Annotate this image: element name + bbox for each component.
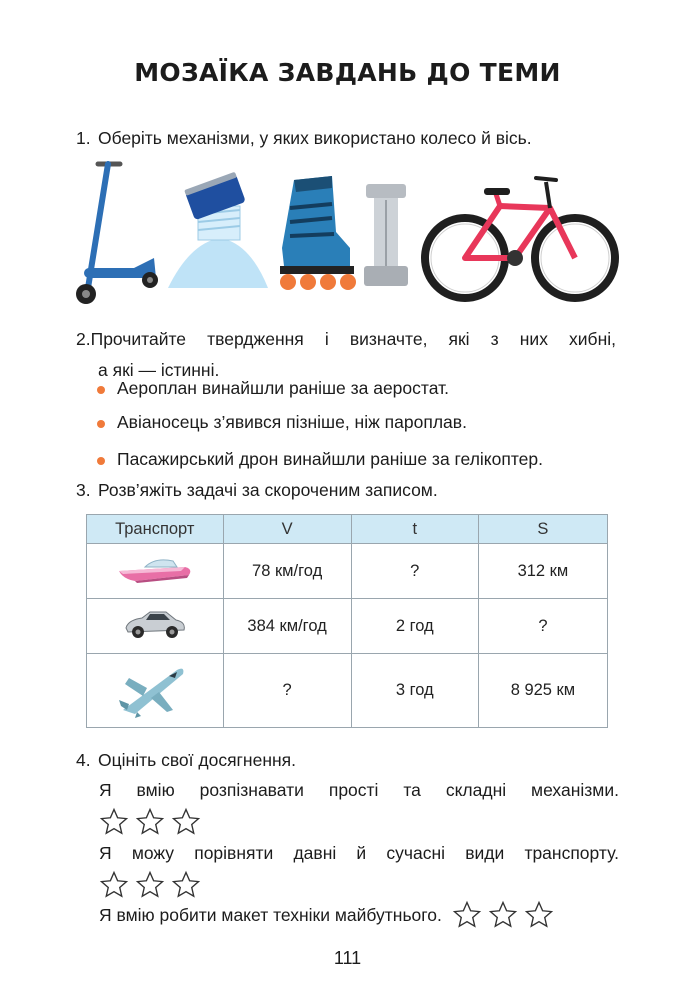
transport-cell xyxy=(87,654,224,728)
star-rating xyxy=(452,900,554,930)
task-number-word: 2.Прочитайте xyxy=(76,329,187,349)
star-icon[interactable] xyxy=(99,807,129,837)
time-cell: ? xyxy=(351,544,478,599)
scooter-icon[interactable] xyxy=(76,164,158,304)
task-text: Оберіть механізми, у яких використано колесо й вісь. xyxy=(98,128,532,148)
assessment-text: Я вмію робити макет техніки майбутнього. xyxy=(99,904,442,925)
bolt-icon[interactable] xyxy=(364,184,408,286)
assessment-text: Я можу порівняти давні й сучасні види транспорту. xyxy=(99,843,619,863)
bullet-dot-icon xyxy=(97,420,105,428)
bicycle-icon[interactable] xyxy=(425,178,615,298)
task-text: Розв’яжіть задачі за скороченим записом. xyxy=(98,480,438,500)
mechanism-images xyxy=(70,158,630,308)
star-icon[interactable] xyxy=(171,807,201,837)
table-row xyxy=(87,544,608,599)
task-word: хибні, xyxy=(569,329,616,349)
star-icon[interactable] xyxy=(488,900,518,930)
task-text-line xyxy=(76,324,616,355)
task-number: 1. xyxy=(76,128,91,148)
star-icon[interactable] xyxy=(135,870,165,900)
task-number: 3. xyxy=(76,480,91,500)
star-rating xyxy=(99,807,619,837)
table-header-row xyxy=(87,515,608,544)
roller-skate-icon[interactable] xyxy=(280,176,356,290)
star-icon[interactable] xyxy=(524,900,554,930)
distance-cell: ? xyxy=(478,599,607,654)
jet-icon xyxy=(115,658,195,718)
star-icon[interactable] xyxy=(452,900,482,930)
task-text: Оцініть свої досягнення. xyxy=(98,750,296,770)
assessment-line xyxy=(99,900,619,930)
statement-text: Пасажирський дрон винайшли раніше за гелікоптер. xyxy=(117,449,544,469)
star-icon[interactable] xyxy=(135,807,165,837)
page-number: 111 xyxy=(333,948,362,968)
distance-cell: 8 925 км xyxy=(478,654,607,728)
page-title: МОЗАЇКА ЗАВДАНЬ ДО ТЕМИ xyxy=(134,58,561,87)
speed-cell: ? xyxy=(223,654,351,728)
transport-table xyxy=(86,514,608,728)
self-assessment-2 xyxy=(99,843,619,900)
assessment-text: Я вмію розпізнавати прості та складні механізми. xyxy=(99,780,619,800)
statement-text: Авіаносець з’явився пізніше, ніж пароплав. xyxy=(117,412,467,432)
task-word: них xyxy=(519,329,548,349)
task-number: 4. xyxy=(76,750,91,770)
transport-cell xyxy=(87,544,224,599)
boat-icon xyxy=(115,551,195,587)
time-cell: 3 год xyxy=(351,654,478,728)
star-rating xyxy=(99,870,619,900)
task-3 xyxy=(76,480,438,501)
table-header: t xyxy=(351,515,478,544)
task-text-line: а які — істинні. xyxy=(98,360,220,380)
star-icon[interactable] xyxy=(99,870,129,900)
bottle-cap-icon[interactable] xyxy=(168,172,268,288)
task-word: визначте, xyxy=(349,329,428,349)
bullet-dot-icon xyxy=(97,457,105,465)
time-cell: 2 год xyxy=(351,599,478,654)
task-word: і xyxy=(324,329,329,349)
transport-cell xyxy=(87,599,224,654)
self-assessment-1 xyxy=(99,780,619,837)
bullet-dot-icon xyxy=(97,386,105,394)
self-assessment-3 xyxy=(99,900,619,930)
speed-cell: 78 км/год xyxy=(223,544,351,599)
task-1 xyxy=(76,128,532,149)
statement-text: Аероплан винайшли раніше за аеростат. xyxy=(117,378,450,398)
car-icon xyxy=(120,606,190,642)
task-4 xyxy=(76,750,296,771)
speed-cell: 384 км/год xyxy=(223,599,351,654)
task-word: з xyxy=(490,329,499,349)
table-row xyxy=(87,599,608,654)
distance-cell: 312 км xyxy=(478,544,607,599)
table-header: Транспорт xyxy=(87,515,224,544)
task-word: які xyxy=(448,329,470,349)
star-icon[interactable] xyxy=(171,870,201,900)
table-row xyxy=(87,654,608,728)
table-header: V xyxy=(223,515,351,544)
task-2 xyxy=(76,324,616,386)
table-header: S xyxy=(478,515,607,544)
task-word: твердження xyxy=(207,329,304,349)
